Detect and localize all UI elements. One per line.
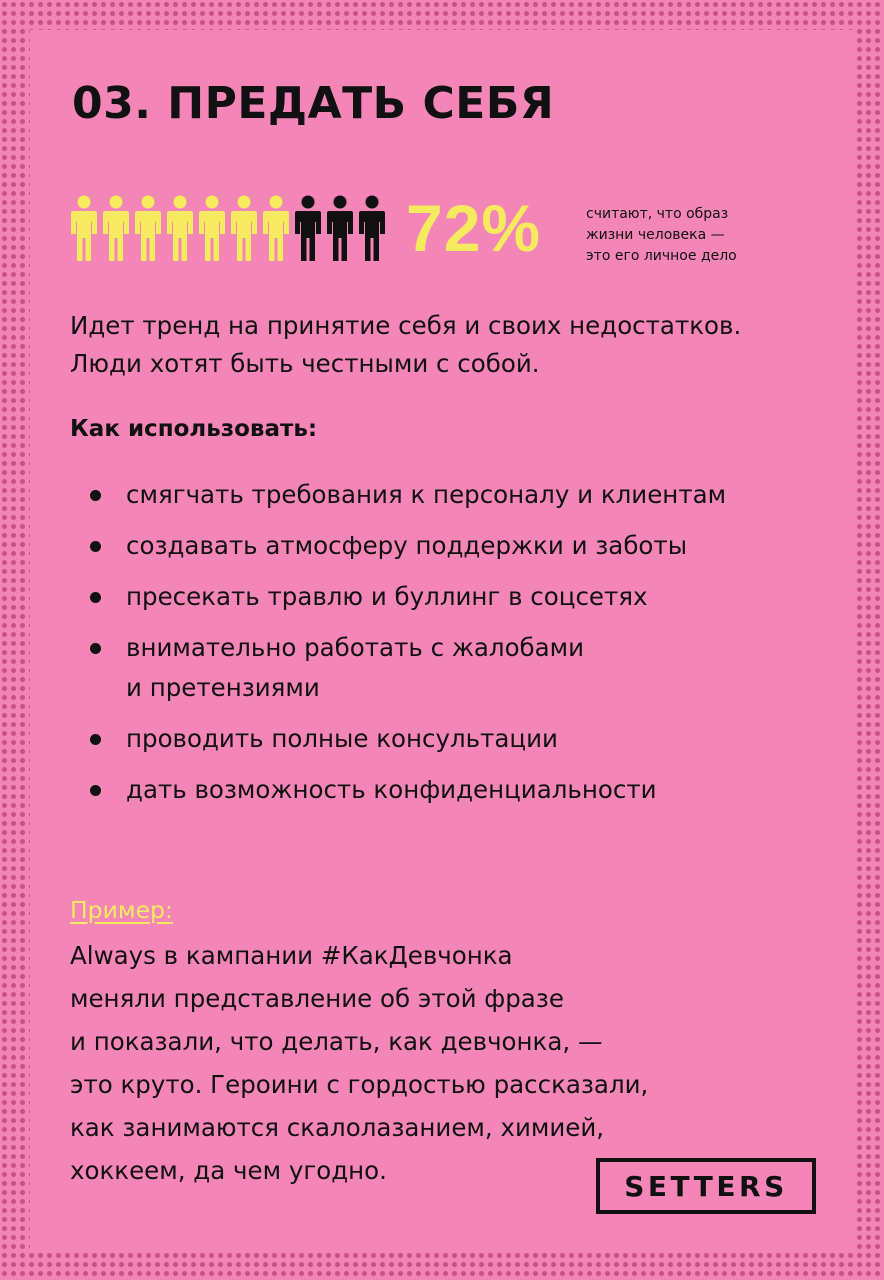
stat-caption-line: считают, что образ [586, 206, 729, 222]
intro-line: Люди хотят быть честными с собой. [70, 349, 540, 378]
bullet-item [88, 475, 848, 515]
person-icon-highlighted [134, 195, 162, 263]
example-line: как занимаются скалолазанием, химией, [70, 1113, 605, 1142]
bullet-dot-icon [90, 592, 101, 603]
bullet-text: создавать атмосферу поддержки и заботы [126, 531, 688, 560]
bullet-text: внимательно работать с жалобами [126, 633, 585, 662]
bullet-item [88, 770, 848, 810]
example-line: меняли представление об этой фразе [70, 984, 564, 1013]
card-panel [30, 30, 856, 1252]
example-label: Пример: [70, 896, 173, 924]
page-title: 03. ПРЕДАТЬ СЕБЯ [72, 78, 555, 129]
bullet-text: и претензиями [126, 673, 320, 702]
example-line: хоккеем, да чем угодно. [70, 1156, 387, 1185]
person-icon-highlighted [70, 195, 98, 263]
stat-caption [586, 204, 806, 267]
person-icon [326, 195, 354, 263]
bullet-item [88, 719, 848, 759]
example-line: это круто. Героини с гордостью рассказали, [70, 1070, 649, 1099]
setters-logo: SETTERS [596, 1158, 816, 1214]
stat-caption-line: это его личное дело [586, 248, 737, 264]
stat-caption-line: жизни человека — [586, 227, 725, 243]
bullet-dot-icon [90, 734, 101, 745]
person-icon-highlighted [198, 195, 226, 263]
bullet-text: смягчать требования к персоналу и клиентам [126, 480, 727, 509]
person-icon [294, 195, 322, 263]
person-icon [358, 195, 386, 263]
bullet-text: проводить полные консультации [126, 724, 558, 753]
person-icon-highlighted [102, 195, 130, 263]
example-paragraph [70, 934, 830, 1192]
person-icon-highlighted [262, 195, 290, 263]
intro-line: Идет тренд на принятие себя и своих недостатков. [70, 311, 742, 340]
how-to-use-heading: Как использовать: [70, 416, 318, 442]
example-line: Always в кампании #КакДевчонка [70, 941, 513, 970]
stat-percent: 72% [406, 191, 542, 265]
intro-paragraph [70, 307, 850, 383]
bullet-dot-icon [90, 490, 101, 501]
bullet-text: дать возможность конфиденциальности [126, 775, 657, 804]
bullet-list [88, 475, 848, 821]
person-icon-highlighted [166, 195, 194, 263]
people-infographic [70, 195, 386, 263]
bullet-dot-icon [90, 643, 101, 654]
bullet-dot-icon [90, 785, 101, 796]
bullet-item [88, 526, 848, 566]
bullet-dot-icon [90, 541, 101, 552]
person-icon-highlighted [230, 195, 258, 263]
bullet-item [88, 628, 848, 708]
example-line: и показали, что делать, как девчонка, — [70, 1027, 603, 1056]
bullet-text: пресекать травлю и буллинг в соцсетях [126, 582, 648, 611]
bullet-item [88, 577, 848, 617]
